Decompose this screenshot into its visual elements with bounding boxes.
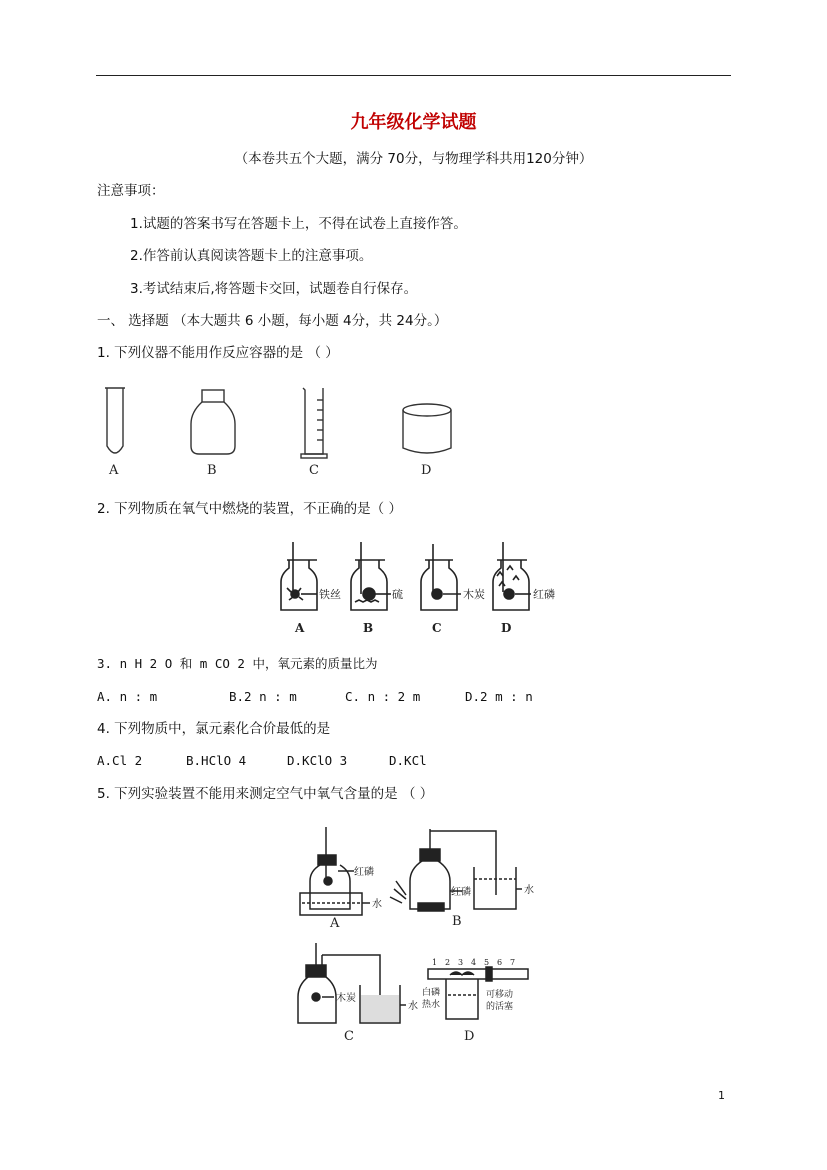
notice-item-2: 2.作答前认真阅读答题卡上的注意事项。 xyxy=(130,248,373,264)
question-5-stem: 5. 下列实验装置不能用来测定空气中氧气含量的是 （ ） xyxy=(97,786,434,802)
scale-mark-5: 5 xyxy=(484,958,490,967)
figure-label-d: D xyxy=(464,1029,475,1044)
label-water-a: 水 xyxy=(372,899,382,910)
label-water-b: 水 xyxy=(524,885,534,896)
question-1-figure xyxy=(95,380,475,480)
question-1-stem: 1. 下列仪器不能用作反应容器的是 （ ） xyxy=(97,345,339,361)
scale-mark-7: 7 xyxy=(510,958,516,967)
figure-label-b: B xyxy=(452,914,462,929)
question-5-figure xyxy=(290,825,540,1045)
label-movable-piston-2: 的活塞 xyxy=(486,1002,514,1012)
beaker-figure xyxy=(403,404,451,453)
question-4-option-d: D.KCl xyxy=(389,753,427,768)
substance-label-iron-wire: 铁丝 xyxy=(319,588,341,601)
notice-item-3: 3.考试结束后,将答题卡交回，试题卷自行保存。 xyxy=(130,281,418,297)
label-red-phosphorus-b: 红磷 xyxy=(451,887,471,898)
scale-mark-6: 6 xyxy=(497,958,503,967)
label-water-c: 水 xyxy=(408,1001,418,1012)
scale-mark-1: 1 xyxy=(432,958,438,967)
question-3-option-a: A. n : m xyxy=(97,689,158,704)
scale-mark-3: 3 xyxy=(458,958,464,967)
label-red-phosphorus-a: 红磷 xyxy=(354,867,374,878)
label-charcoal-c: 木炭 xyxy=(336,993,356,1004)
question-3-stem: 3. n H 2 O 和 m CO 2 中，氧元素的质量比为 xyxy=(97,656,378,671)
question-4-option-b: B.HClO 4 xyxy=(186,753,247,768)
label-movable-piston-1: 可移动 xyxy=(486,990,514,1000)
figure-label-a: A xyxy=(295,621,305,635)
substance-label-red-phosphorus: 红磷 xyxy=(533,588,555,601)
figure-label-c: C xyxy=(432,621,442,635)
apparatus-red-phosphorus xyxy=(493,542,531,610)
question-2-stem: 2. 下列物质在氧气中燃烧的装置，不正确的是（ ） xyxy=(97,501,402,517)
graduated-cylinder-figure xyxy=(301,388,327,458)
figure-label-d: D xyxy=(421,463,432,478)
question-4-option-a: A.Cl 2 xyxy=(97,753,143,768)
figure-label-d: D xyxy=(501,621,512,635)
scale-mark-2: 2 xyxy=(445,958,451,967)
page-number: 1 xyxy=(718,1089,725,1102)
header-rule xyxy=(96,75,731,76)
notice-item-1: 1.试题的答案书写在答题卡上，不得在试卷上直接作答。 xyxy=(130,216,467,232)
label-white-phosphorus: 白磷 xyxy=(422,988,441,998)
figure-label-b: B xyxy=(207,463,217,478)
apparatus-sulfur xyxy=(351,542,391,610)
question-3-option-c: C. n : 2 m xyxy=(345,689,421,704)
wide-mouth-bottle-figure xyxy=(191,390,235,454)
page-title: 九年级化学试题 xyxy=(350,112,477,133)
question-3-option-d: D.2 m : n xyxy=(465,689,533,704)
question-4-stem: 4. 下列物质中，氯元素化合价最低的是 xyxy=(97,721,331,737)
apparatus-iron-wire xyxy=(281,542,317,610)
substance-label-charcoal: 木炭 xyxy=(463,588,485,601)
figure-label-a: A xyxy=(330,916,340,931)
notice-heading: 注意事项： xyxy=(97,183,165,199)
exam-subtitle: （本卷共五个大题，满分 70分，与物理学科共用120分钟） xyxy=(234,151,593,167)
figure-label-c: C xyxy=(309,463,319,478)
apparatus-b-bottle-beaker xyxy=(390,829,522,911)
label-hot-water: 热水 xyxy=(422,1000,441,1010)
test-tube-figure xyxy=(105,388,125,453)
figure-label-a: A xyxy=(109,463,119,478)
apparatus-charcoal xyxy=(421,544,461,610)
apparatus-c-charcoal-beaker xyxy=(298,943,406,1023)
figure-label-b: B xyxy=(363,621,374,635)
section-1-heading: 一、 选择题 （本大题共 6 小题，每小题 4分，共 24分。） xyxy=(97,313,448,329)
question-4-option-c: D.KClO 3 xyxy=(287,753,348,768)
question-3-option-b: B.2 n : m xyxy=(229,689,297,704)
question-2-figure xyxy=(275,540,575,640)
scale-mark-4: 4 xyxy=(471,958,477,967)
substance-label-sulfur: 硫 xyxy=(392,588,403,601)
figure-label-c: C xyxy=(344,1029,354,1044)
